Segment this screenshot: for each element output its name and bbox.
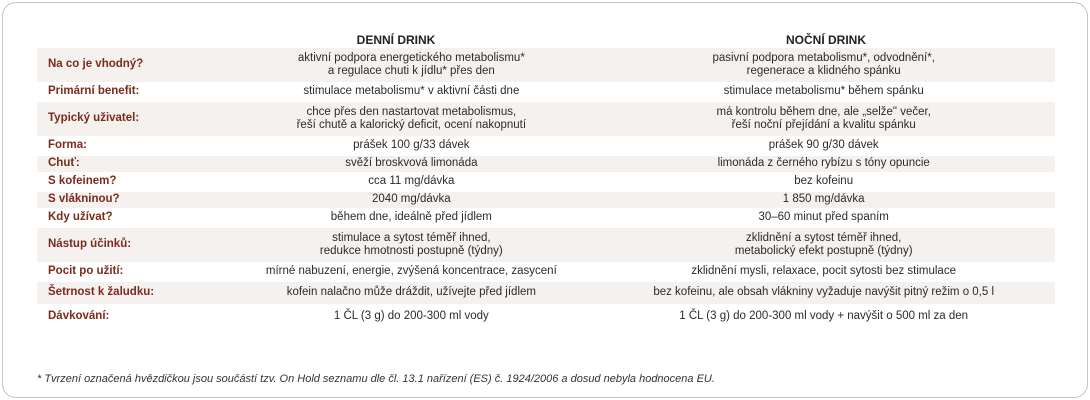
table-row (37, 138, 1055, 156)
table-row (37, 228, 1055, 264)
night-value-line: prášek 90 g/30 dávek (768, 139, 879, 152)
table-row (37, 102, 1055, 138)
night-value-line: bez kofeinu, ale obsah vlákniny vyžaduje navýšit pitný režim o 0,5 l (653, 286, 995, 299)
row-day-value (230, 174, 592, 192)
day-value-line: a regulace chuti k jídlu* přes den (327, 65, 495, 77)
row-day-value (230, 48, 592, 84)
table-row (37, 282, 1055, 306)
row-night-value (592, 282, 1055, 306)
night-value-line: metabolický efekt postupně (týdny) (734, 245, 913, 257)
day-value-line: 1 ČL (3 g) do 200-300 ml vody (333, 310, 489, 323)
table-row (37, 306, 1055, 330)
row-night-value (592, 138, 1055, 156)
row-label: Forma: (37, 138, 230, 156)
row-night-value (592, 102, 1055, 138)
night-value-line: stimulace metabolismu* během spánku (723, 85, 924, 98)
row-label: Pocit po užití: (37, 264, 230, 282)
table-row (37, 156, 1055, 174)
footnote: * Tvrzení označená hvězdičkou jsou součástí tzv. On Hold seznamu dle čl. 13.1 nařízení (ES) č. 1924/2006 a dosud nebyla hodnocena EU. (37, 373, 715, 385)
table-row (37, 174, 1055, 192)
table-row (37, 84, 1055, 102)
row-night-value (592, 192, 1055, 210)
table-row (37, 210, 1055, 228)
day-value-line: mírné nabuzení, energie, zvýšená koncentrace, zasycení (265, 265, 557, 278)
row-label: Dávkování: (37, 306, 230, 330)
day-value-line: řeší chutě a kalorický deficit, ocení nakopnutí (296, 119, 527, 131)
day-value-line: svěží broskvová limonáda (345, 157, 478, 170)
day-value-line: chce přes den nastartovat metabolismus, (306, 105, 517, 118)
day-value-line: prášek 100 g/33 dávek (353, 139, 470, 152)
night-value-line: řeší noční přejídání a kvalitu spánku (731, 119, 916, 131)
day-value-line: stimulace a sytost téměř ihned, (332, 231, 491, 244)
night-value-line: 30–60 minut před spaním (758, 211, 889, 224)
column-header-day: DENNÍ DRINK (356, 33, 436, 47)
row-label: S vlákninou? (37, 192, 230, 210)
day-value-line: cca 11 mg/dávka (368, 175, 455, 188)
row-label: Nástup účinků: (37, 228, 230, 264)
table-row (37, 48, 1055, 84)
row-day-value (230, 192, 592, 210)
row-night-value (592, 156, 1055, 174)
row-day-value (230, 282, 592, 306)
night-value-line: zklidnění mysli, relaxace, pocit sytosti bez stimulace (691, 265, 956, 278)
table-row (37, 192, 1055, 210)
row-night-value (592, 210, 1055, 228)
row-day-value (230, 156, 592, 174)
day-value-line: aktivní podpora energetického metabolismu* (297, 51, 525, 64)
comparison-table (37, 48, 1055, 330)
row-label: Šetrnost k žaludku: (37, 282, 230, 306)
row-label: Chuť: (37, 156, 230, 174)
night-value-line: bez kofeinu (794, 175, 854, 188)
row-label: Typický uživatel: (37, 102, 230, 138)
row-night-value (592, 264, 1055, 282)
day-value-line: stimulace metabolismu* v aktivní části dne (303, 85, 520, 98)
day-value-line: kofein nalačno může dráždit, užívejte před jídlem (286, 286, 536, 299)
row-night-value (592, 174, 1055, 192)
day-value-line: redukce hmotnosti postupně (týdny) (319, 245, 503, 257)
column-header-night: NOČNÍ DRINK (786, 33, 866, 47)
night-value-line: limonáda z černého rybízu s tóny opuncie (717, 157, 930, 170)
row-day-value (230, 138, 592, 156)
row-day-value (230, 210, 592, 228)
day-value-line: během dne, ideálně před jídlem (330, 211, 492, 224)
row-day-value (230, 228, 592, 264)
night-value-line: pasivní podpora metabolismu*, odvodnění*, (712, 51, 935, 64)
row-night-value (592, 84, 1055, 102)
row-day-value (230, 264, 592, 282)
row-label: Na co je vhodný? (37, 48, 230, 84)
table-row (37, 264, 1055, 282)
row-night-value (592, 228, 1055, 264)
night-value-line: má kontrolu během dne, ale „selže" večer, (716, 105, 931, 118)
row-night-value (592, 48, 1055, 84)
row-label: S kofeinem? (37, 174, 230, 192)
night-value-line: 1 ČL (3 g) do 200-300 ml vody + navýšit o 500 ml za den (679, 310, 969, 323)
night-value-line: zklidnění a sytost téměř ihned, (746, 231, 902, 244)
night-value-line: 1 850 mg/dávka (782, 193, 865, 206)
row-day-value (230, 306, 592, 330)
comparison-card (2, 2, 1088, 398)
row-label: Kdy užívat? (37, 210, 230, 228)
row-label: Primární benefit: (37, 84, 230, 102)
row-day-value (230, 84, 592, 102)
row-day-value (230, 102, 592, 138)
row-night-value (592, 306, 1055, 330)
day-value-line: 2040 mg/dávka (372, 193, 451, 206)
night-value-line: regenerace a klidného spánku (746, 65, 901, 77)
